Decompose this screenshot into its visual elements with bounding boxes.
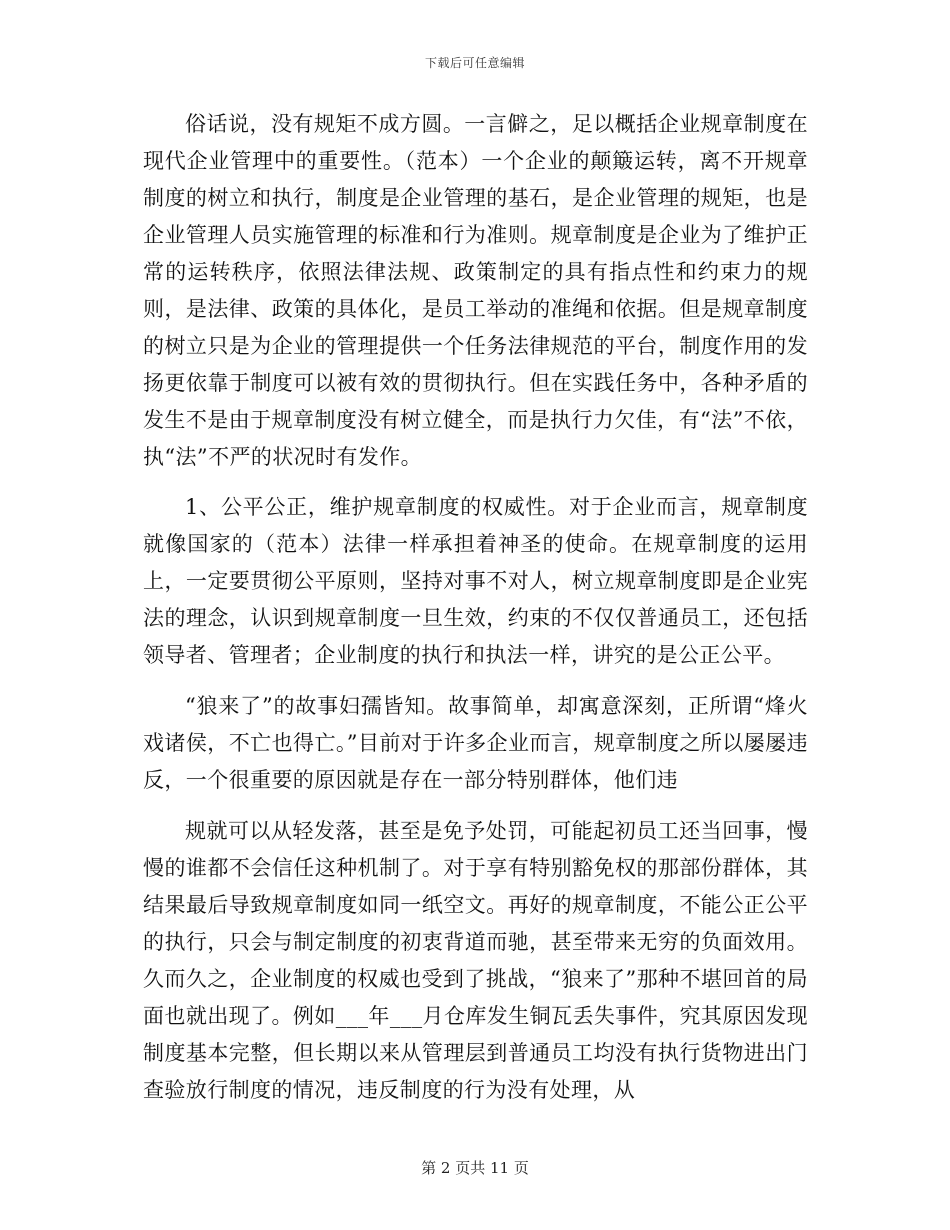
paragraph-wolf-story: “狼来了”的故事妇孺皆知。故事简单，却寓意深刻，正所谓“烽火戏诸侯，不亡也得亡。”目前对于许多企业而言，规章制度之所以屡屡违反，一个很重要的原因就是存在一部分特别群体，他们违 [143,694,808,792]
paragraph-consequence: 规就可以从轻发落，甚至是免予处罚，可能起初员工还当回事，慢慢的谁都不会信任这种机制了。对于享有特别豁免权的那部份群体，其结果最后导致规章制度如同一纸空文。再好的规章制度，不能公正公平的执行，只会与制定制度的初衷背道而驰，甚至带来无穷的负面效用。久而久之，企业制度的权威也受到了挑战，“狼来了”那种不堪回首的局面也就出现了。例如___年___月仓库发生铜瓦丢失事件，究其原因发现制度基本完整，但长期以来从管理层到普通员工均没有执行货物进出门查验放行制度的情况，违反制度的行为没有处理，从 [143,819,808,1102]
paragraph-fairness: 1、公平公正，维护规章制度的权威性。对于企业而言，规章制度就像国家的（范本）法律一样承担着神圣的使命。在规章制度的运用上，一定要贯彻公平原则，坚持对事不对人，树立规章制度即是企业宪法的理念，认识到规章制度一旦生效，约束的不仅仅普通员工，还包括领导者、管理者；企业制度的执行和执法一样，讲究的是公正公平。 [143,495,808,667]
document-body [143,106,808,1109]
page-header: 下载后可任意编辑 [424,56,525,70]
paragraph-intro: 俗话说，没有规矩不成方圆。一言僻之，足以概括企业规章制度在现代企业管理中的重要性。（范本）一个企业的颠簸运转，离不开规章制度的树立和执行，制度是企业管理的基石，是企业管理的规矩，也是企业管理人员实施管理的标准和行为准则。规章制度是企业为了维护正常的运转秩序，依照法律法规、政策制定的具有指点性和约束力的规则，是法律、政策的具体化，是员工举动的准绳和依据。但是规章制度的树立只是为企业的管理提供一个任务法律规范的平台，制度作用的发扬更依靠于制度可以被有效的贯彻执行。但在实践任务中，各种矛盾的发生不是由于规章制度没有树立健全，而是执行力欠佳，有“法”不依，执“法”不严的状况时有发作。 [143,112,808,469]
page-footer: 第 2 页共 11 页 [421,1159,529,1177]
